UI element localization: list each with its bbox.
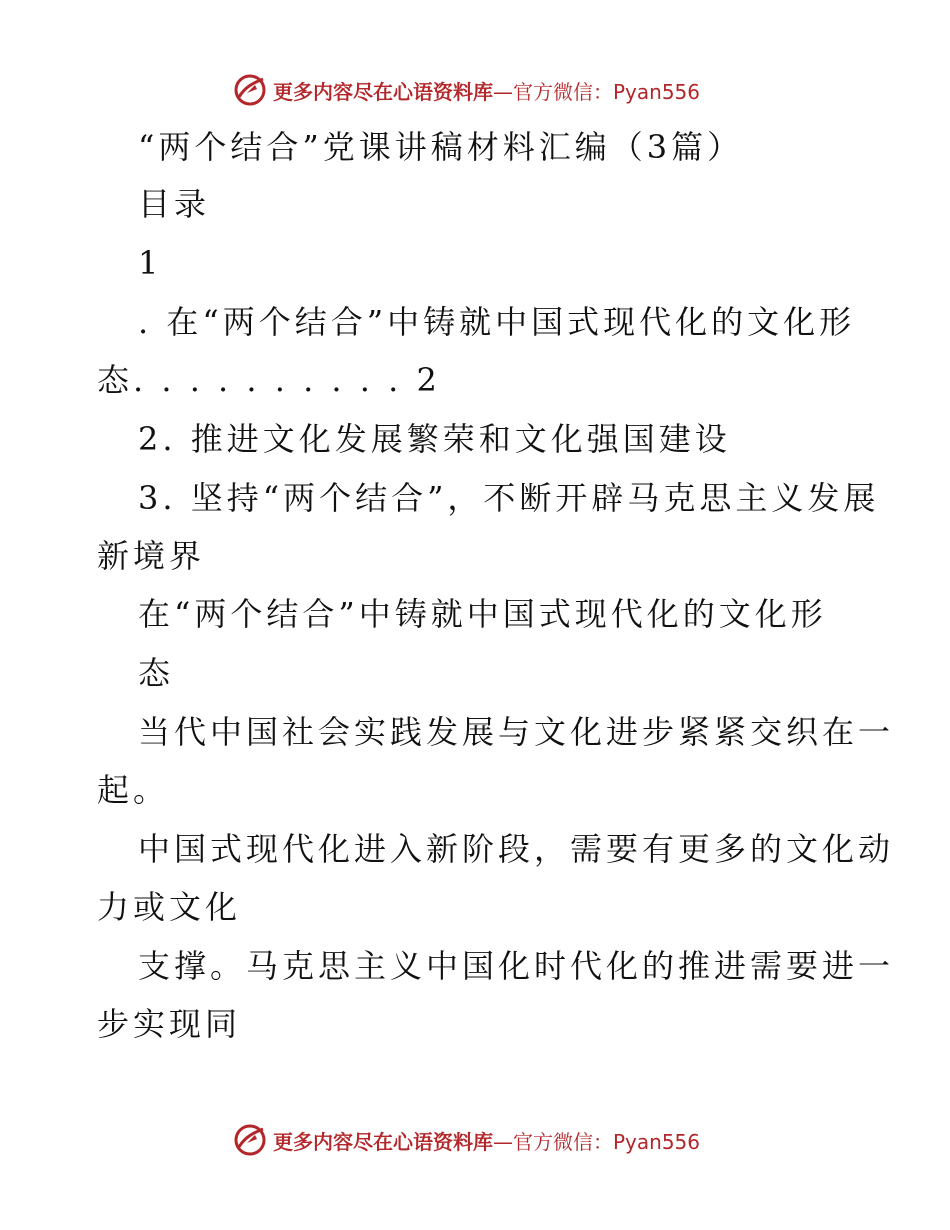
- toc-item-2: 2. 推进文化发展繁荣和文化强国建设: [138, 420, 731, 458]
- paragraph-3-continued: 步实现同: [97, 1005, 242, 1043]
- toc-item-3-continued: 新境界: [97, 537, 206, 575]
- paragraph-2-continued: 力或文化: [97, 888, 242, 926]
- paragraph-3: 支撑。马克思主义中国化时代化的推进需要进一: [138, 947, 895, 985]
- document-title: “两个结合”党课讲稿材料汇编（3篇）: [138, 128, 744, 166]
- banner-contact: —官方微信：Pyan556: [493, 1129, 701, 1154]
- paragraph-1: 当代中国社会实践发展与文化进步紧紧交织在一: [138, 713, 895, 751]
- paragraph-1-continued: 起。: [97, 771, 170, 809]
- seal-logo-icon: [233, 73, 267, 107]
- toc-item-1-number: 1: [138, 244, 163, 282]
- toc-item-1-continued: 态. . . . . . . . . . 2: [97, 361, 441, 399]
- banner-text: 更多内容尽在心语资料库: [273, 1129, 493, 1154]
- banner-contact: —官方微信：Pyan556: [493, 79, 701, 104]
- section-title-continued: 态: [138, 654, 175, 692]
- banner-text: 更多内容尽在心语资料库: [273, 79, 493, 104]
- toc-heading: 目录: [138, 185, 211, 223]
- toc-item-1: . 在“两个结合”中铸就中国式现代化的文化形: [138, 303, 856, 341]
- section-title: 在“两个结合”中铸就中国式现代化的文化形: [138, 595, 827, 633]
- footer-banner: [233, 1120, 700, 1160]
- header-banner: [233, 70, 700, 110]
- paragraph-2: 中国式现代化进入新阶段，需要有更多的文化动: [138, 830, 895, 868]
- seal-logo-icon: [233, 1123, 267, 1157]
- toc-item-3: 3. 坚持“两个结合”，不断开辟马克思主义发展: [138, 479, 880, 517]
